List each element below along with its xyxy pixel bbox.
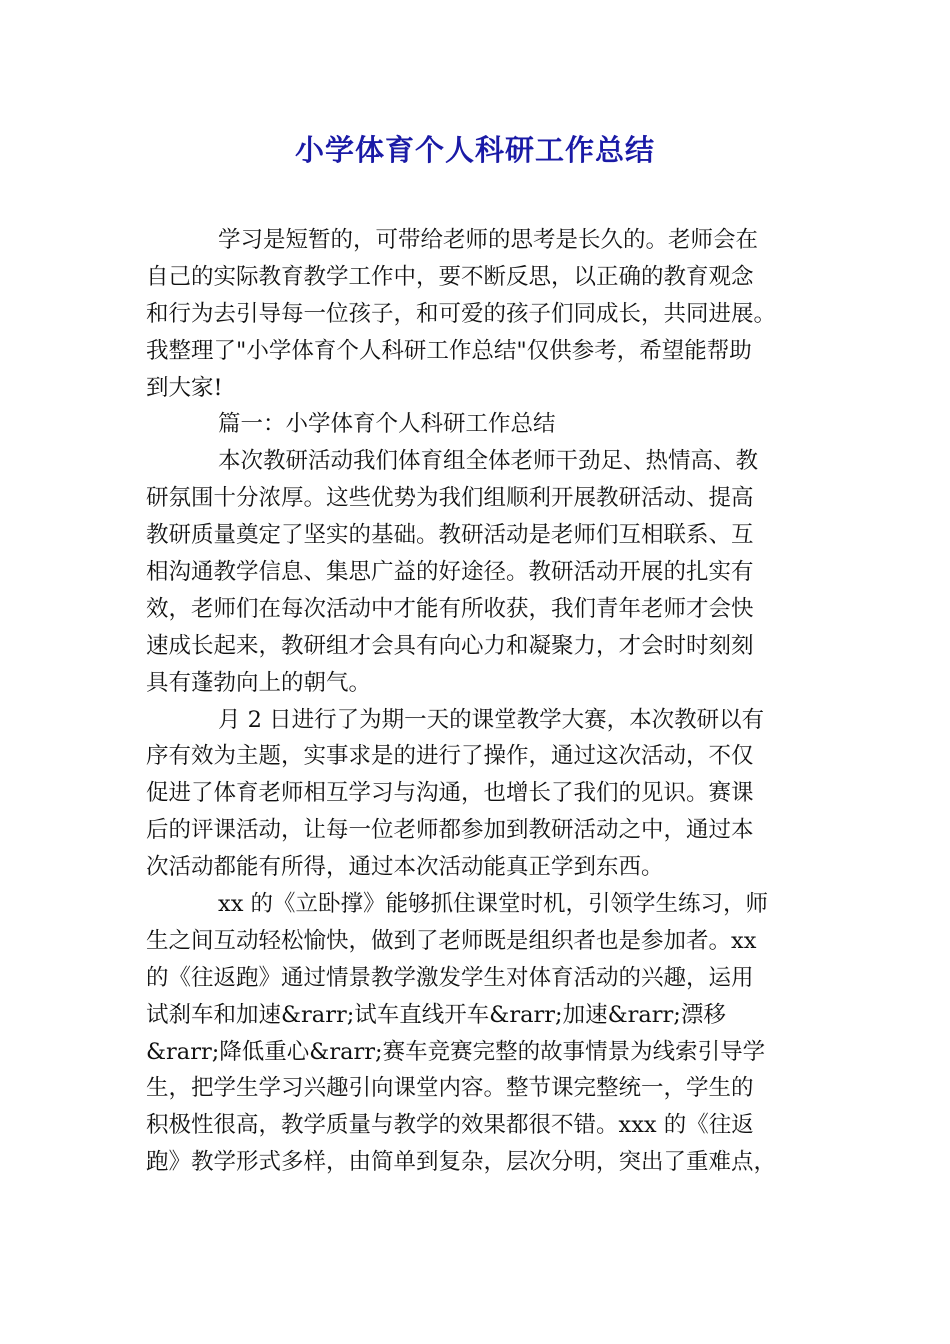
- text-line: 本次教研活动我们体育组全体老师干劲足、热情高、教: [218, 448, 759, 475]
- text-line: 研氛围十分浓厚。这些优势为我们组顺利开展教研活动、提高: [146, 485, 754, 512]
- text-line: 生之间互动轻松愉快，做到了老师既是组织者也是参加者。xx: [146, 927, 757, 954]
- text-line: xx 的《立卧撑》能够抓住课堂时机，引领学生练习，师: [218, 891, 769, 918]
- text-line: 后的评课活动，让每一位老师都参加到教研活动之中，通过本: [146, 817, 754, 844]
- text-line: 我整理了"小学体育个人科研工作总结"仅供参考，希望能帮助: [146, 337, 752, 364]
- text-line: &rarr;降低重心&rarr;赛车竞赛完整的故事情景为线索引导学: [146, 1038, 766, 1065]
- text-line: 的《往返跑》通过情景教学激发学生对体育活动的兴趣，运用: [146, 964, 754, 991]
- text-line: 促进了体育老师相互学习与沟通，也增长了我们的见识。赛课: [146, 780, 754, 807]
- text-line: 速成长起来，教研组才会具有向心力和凝聚力，才会时时刻刻: [146, 632, 754, 659]
- text-line: 相沟通教学信息、集思广益的好途径。教研活动开展的扎实有: [146, 559, 754, 586]
- text-line: 教研质量奠定了坚实的基础。教研活动是老师们互相联系、互: [146, 522, 754, 549]
- text-line: 学习是短暂的，可带给老师的思考是长久的。老师会在: [218, 227, 759, 253]
- text-line: 和行为去引导每一位孩子，和可爱的孩子们同成长，共同进展。: [146, 300, 777, 327]
- document-title: 小学体育个人科研工作总结: [294, 133, 655, 167]
- text-line: 积极性很高，教学质量与教学的效果都很不错。xxx 的《往返: [146, 1112, 754, 1139]
- text-line: 生，把学生学习兴趣引向课堂内容。整节课完整统一，学生的: [146, 1075, 754, 1102]
- text-line: 试刹车和加速&rarr;试车直线开车&rarr;加速&rarr;漂移: [146, 1001, 726, 1028]
- text-line: 月 2 日进行了为期一天的课堂教学大赛，本次教研以有: [218, 706, 765, 733]
- text-line: 篇一：小学体育个人科研工作总结: [218, 411, 556, 438]
- text-line: 到大家!: [146, 374, 223, 401]
- text-line: 自己的实际教育教学工作中，要不断反思，以正确的教育观念: [146, 263, 754, 290]
- text-line: 效，老师们在每次活动中才能有所收获，我们青年老师才会快: [146, 595, 754, 622]
- text-line: 次活动都能有所得，通过本次活动能真正学到东西。: [146, 854, 664, 881]
- text-line: 序有效为主题，实事求是的进行了操作，通过这次活动，不仅: [146, 743, 754, 770]
- text-line: 具有蓬勃向上的朝气。: [146, 669, 372, 696]
- document-body: [146, 222, 806, 1181]
- text-line: 跑》教学形式多样，由简单到复杂，层次分明，突出了重难点，: [146, 1149, 777, 1176]
